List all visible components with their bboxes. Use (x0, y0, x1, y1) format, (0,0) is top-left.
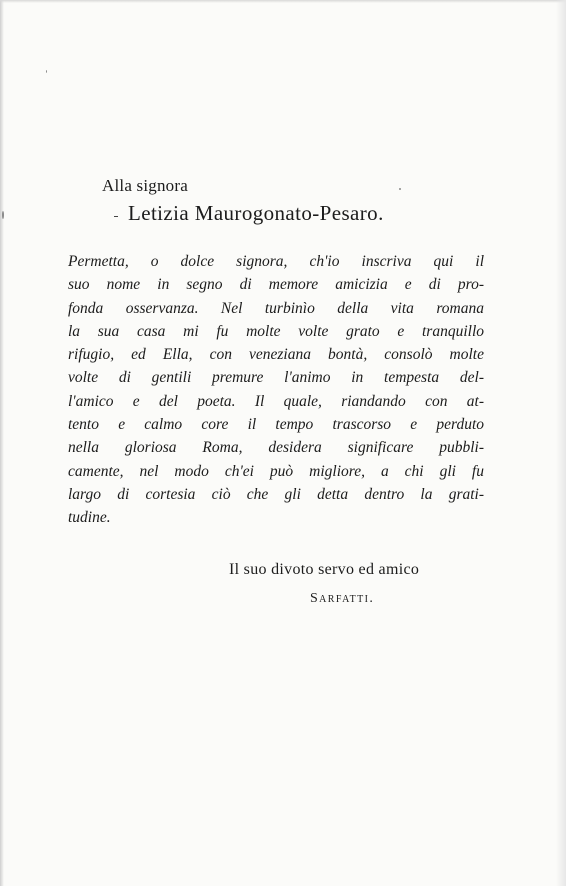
body-line: tento e calmo core il tempo trascorso e perduto (68, 416, 484, 434)
body-line: suo nome in segno di memore amicizia e di pro- (68, 276, 484, 294)
body-line: volte di gentili premure l'animo in tempesta del- (68, 369, 484, 387)
print-mark (114, 216, 118, 217)
dedication-signature: Sarfatti. (310, 591, 375, 606)
dedication-closing: Il suo divoto servo ed amico (229, 561, 420, 578)
body-line: rifugio, ed Ella, con veneziana bontà, consolò molte (68, 346, 484, 364)
body-line: tudine. (68, 509, 111, 527)
dedication-salutation: Alla signora (102, 176, 188, 195)
paper-speck (2, 211, 4, 219)
page-right-edge (556, 0, 566, 886)
dedication-body (68, 250, 484, 530)
page-top-edge (0, 0, 566, 3)
body-line: la sua casa mi fu molte volte grato e tranquillo (68, 322, 484, 340)
paper-speck (399, 188, 401, 190)
body-line: largo di cortesia ciò che gli detta dentro la grati- (68, 485, 484, 503)
dedication-recipient: Letizia Maurogonato-Pesaro. (128, 201, 384, 225)
body-line: Permetta, o dolce signora, ch'io inscriva qui il (68, 253, 484, 270)
body-line: l'amico e del poeta. Il quale, riandando con at- (68, 392, 484, 410)
paper-speck (46, 70, 47, 73)
body-line: fonda osservanza. Nel turbinìo della vita romana (68, 299, 484, 317)
body-line: camente, nel modo ch'ei può migliore, a chi gli fu (68, 462, 484, 480)
body-line: nella gloriosa Roma, desidera significare pubbli- (68, 439, 484, 457)
page-left-edge (0, 0, 4, 886)
